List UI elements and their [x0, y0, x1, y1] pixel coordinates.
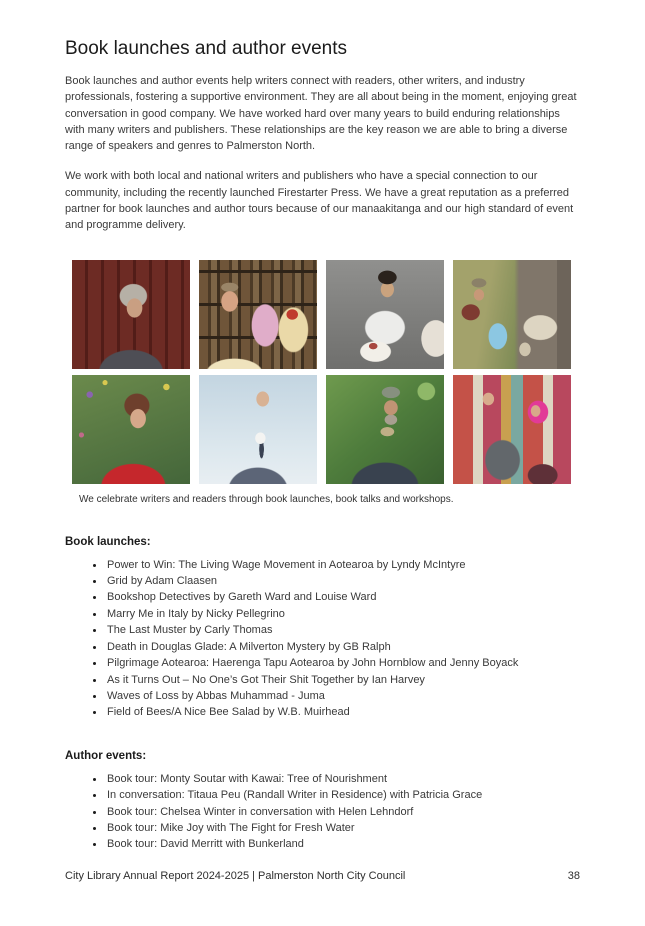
author-photo-man-in-suit [199, 375, 317, 484]
author-photo-man-flat-cap [326, 375, 444, 484]
page-content [65, 0, 580, 853]
list-item: • Book tour: David Merritt with Bunkerland [105, 836, 580, 852]
intro-paragraph-1: Book launches and author events help writers connect with readers, other writers, and industry professionals, fostering a supportive environment. They are all about being in the moment, enjoying great conversation in good company. We have worked hard over many years to build enduring relationships with many writers and publishers. These relationships are the key reason we are able to bring a diverse range of speakers and genres to Palmerston North. [65, 75, 577, 153]
author-photo-young-man-open-book [326, 260, 444, 369]
author-photo-woman-red-top [72, 375, 190, 484]
author-events-list [81, 771, 580, 853]
list-item: • Book tour: Mike Joy with The Fight for Fresh Water [105, 820, 580, 836]
list-item: • In conversation: Titaua Peu (Randall Writer in Residence) with Patricia Grace [105, 787, 580, 803]
list-item: • Waves of Loss by Abbas Muhammad - Juma [105, 688, 580, 704]
list-item: • As it Turns Out – No One’s Got Their Shit Together by Ian Harvey [105, 672, 580, 688]
footer-page-number: 38 [567, 870, 580, 882]
list-item: • Book tour: Chelsea Winter in conversation with Helen Lehndorf [105, 804, 580, 820]
list-item: • Power to Win: The Living Wage Movement in Aotearoa by Lyndy McIntyre [105, 557, 580, 573]
author-photo-grey-haired-woman [72, 260, 190, 369]
author-photo-couple-with-dog [453, 375, 571, 484]
book-launches-list [81, 557, 580, 721]
author-photo-man-with-sheep [453, 260, 571, 369]
page-title: Book launches and author events [65, 38, 348, 59]
list-item: • Death in Douglas Glade: A Milverton Mystery by GB Ralph [105, 639, 580, 655]
list-item: • Bookshop Detectives by Gareth Ward and Louise Ward [105, 589, 580, 605]
book-launches-heading: Book launches: [65, 535, 151, 548]
list-item: • Marry Me in Italy by Nicky Pellegrino [105, 606, 580, 622]
list-item: • Book tour: Monty Soutar with Kawai: Tree of Nourishment [105, 771, 580, 787]
footer-report-title: City Library Annual Report 2024-2025 | Palmerston North City Council [65, 870, 406, 882]
list-item: • Pilgrimage Aotearoa: Haerenga Tapu Aotearoa by John Hornblow and Jenny Boyack [105, 655, 580, 671]
intro-paragraph-2: We work with both local and national writers and publishers who have a special connection to our community, including the recently launched Firestarter Press. We have a great reputation as a preferred partner for book launches and author tours because of our manaakitanga and our high standard of event and programme delivery. [65, 170, 574, 232]
list-item: • Grid by Adam Claasen [105, 573, 580, 589]
author-events-heading: Author events: [65, 749, 147, 762]
list-item: • Field of Bees/A Nice Bee Salad by W.B. Muirhead [105, 704, 580, 720]
photo-caption: We celebrate writers and readers through book launches, book talks and workshops. [79, 493, 454, 505]
list-item: • The Last Muster by Carly Thomas [105, 622, 580, 638]
page-footer [65, 869, 580, 883]
author-photo-grid [72, 260, 577, 484]
author-photo-man-with-books [199, 260, 317, 369]
